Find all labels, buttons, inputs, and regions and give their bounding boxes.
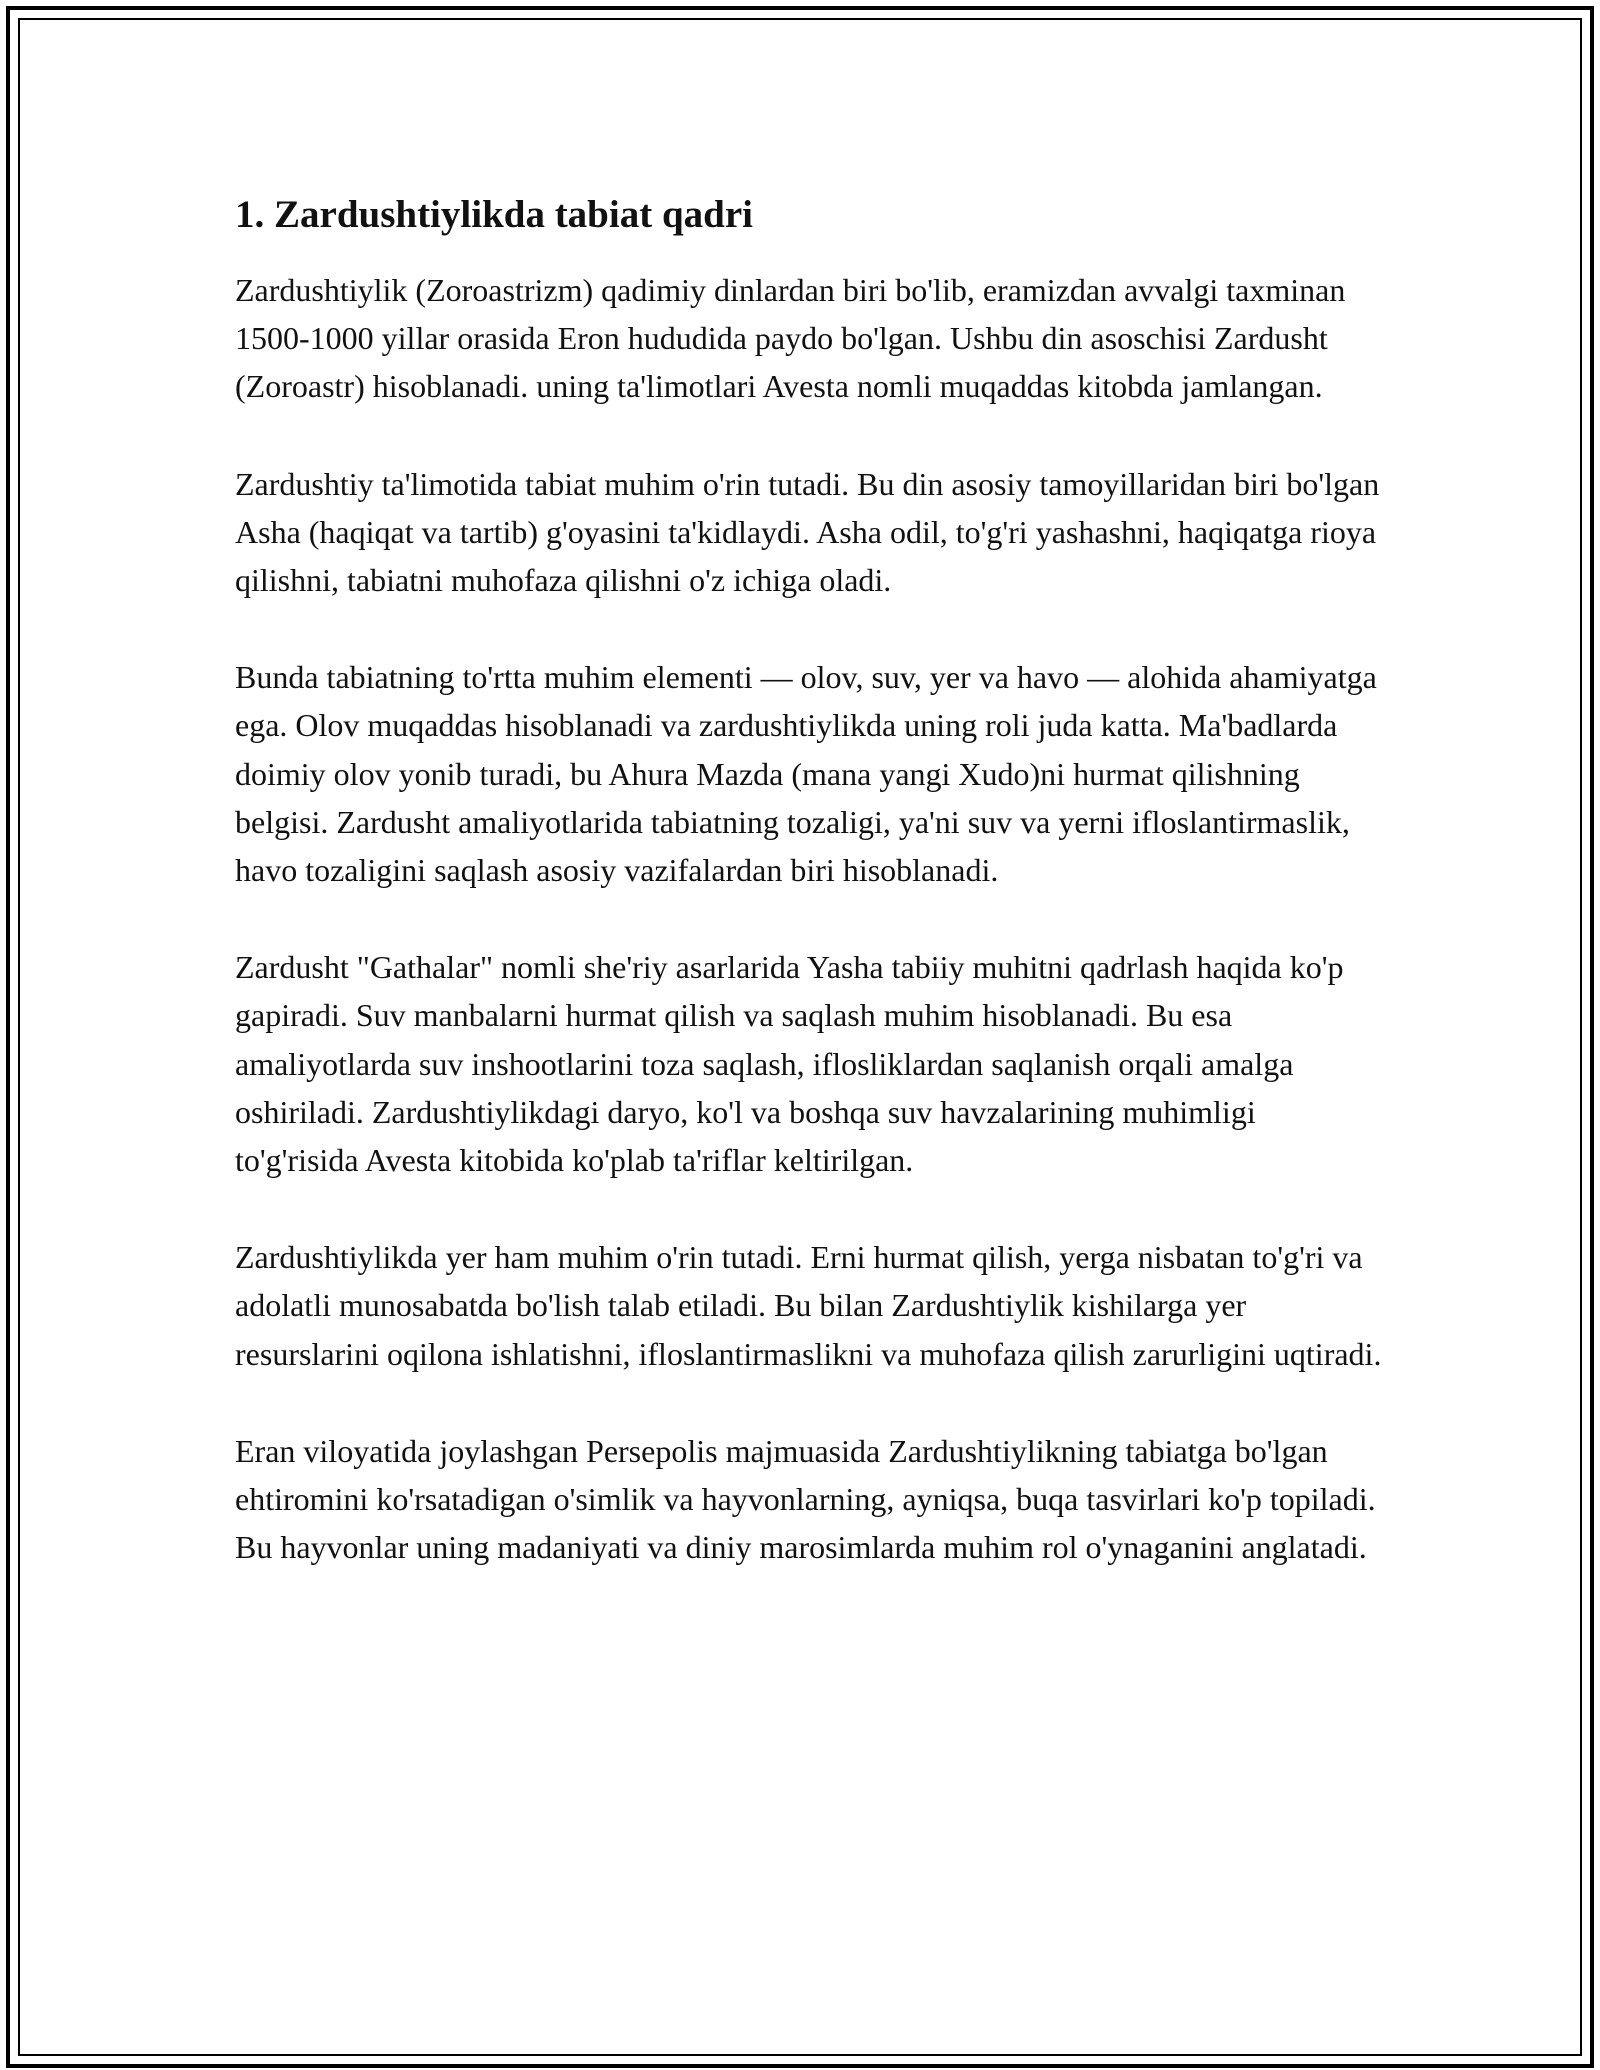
paragraph-5: Zardushtiylikda yer ham muhim o'rin tutadi. Erni hurmat qilish, yerga nisbatan to'g'ri va adolatli munosabatda bo'lish talab etiladi. Bu bilan Zardushtiylik kishilarga yer resurslarini oqilona ishlatishni, ifloslantirmaslikni va muhofaza qilish zarurligini uqtiradi. — [235, 1239, 1382, 1372]
paragraph-2: Zardushtiy ta'limotida tabiat muhim o'rin tutadi. Bu din asosiy tamoyillaridan biri bo'lgan Asha (haqiqat va tartib) g'oyasini ta'kidlaydi. Asha odil, to'g'ri yashashni, haqiqatga rioya qilishni, tabiatni muhofaza qilishni o'z ichiga oladi. — [235, 465, 1380, 599]
paragraph-6: Eran viloyatida joylashgan Persepolis majmuasida Zardushtiylikning tabiatga bo'lgan ehtiromini ko'rsatadigan o'simlik va hayvonlarning, ayniqsa, buqa tasvirlari ko'p topiladi. Bu hayvonlar uning madaniyati va diniy marosimlarda muhim rol o'ynaganini anglatadi. — [235, 1432, 1376, 1566]
paragraph-3: Bunda tabiatning to'rtta muhim elementi — olov, suv, yer va havo — alohida ahamiyatga ega. Olov muqaddas hisoblanadi va zardushtiylikda uning roli juda katta. Ma'badlarda doimiy olov yonib turadi, bu Ahura Mazda (mana yangi Xudo)ni hurmat qilishning belgisi. Zardusht amaliyotlarida tabiatning tozaligi, ya'ni suv va yerni ifloslantirmaslik, havo tozaligini saqlash asosiy vazifalardan biri hisoblanadi. — [235, 659, 1377, 889]
paragraph-1: Zardushtiylik (Zoroastrizm) qadimiy dinlardan biri bo'lib, eramizdan avvalgi taxminan 1500-1000 yillar orasida Eron hududida paydo bo'lgan. Ushbu din asoschisi Zardusht (Zoroastr) hisoblanadi. uning ta'limotlari Avesta nomli muqaddas kitobda jamlangan. — [235, 272, 1346, 405]
document-title: 1. Zardushtiylikda tabiat qadri — [235, 193, 753, 236]
document-body — [235, 186, 1385, 1620]
paragraph-4: Zardusht "Gathalar" nomli she'riy asarlarida Yasha tabiiy muhitni qadrlash haqida ko'p gapiradi. Suv manbalarni hurmat qilish va saqlash muhim hisoblanadi. Bu esa amaliyotlarda suv inshootlarini toza saqlash, iflosliklardan saqlanish orqali amalga oshiriladi. Zardushtiylikdagi daryo, ko'l va boshqa suv havzalarining muhimligi to'g'risida Avesta kitobida ko'plab ta'riflar keltirilgan. — [235, 949, 1344, 1179]
